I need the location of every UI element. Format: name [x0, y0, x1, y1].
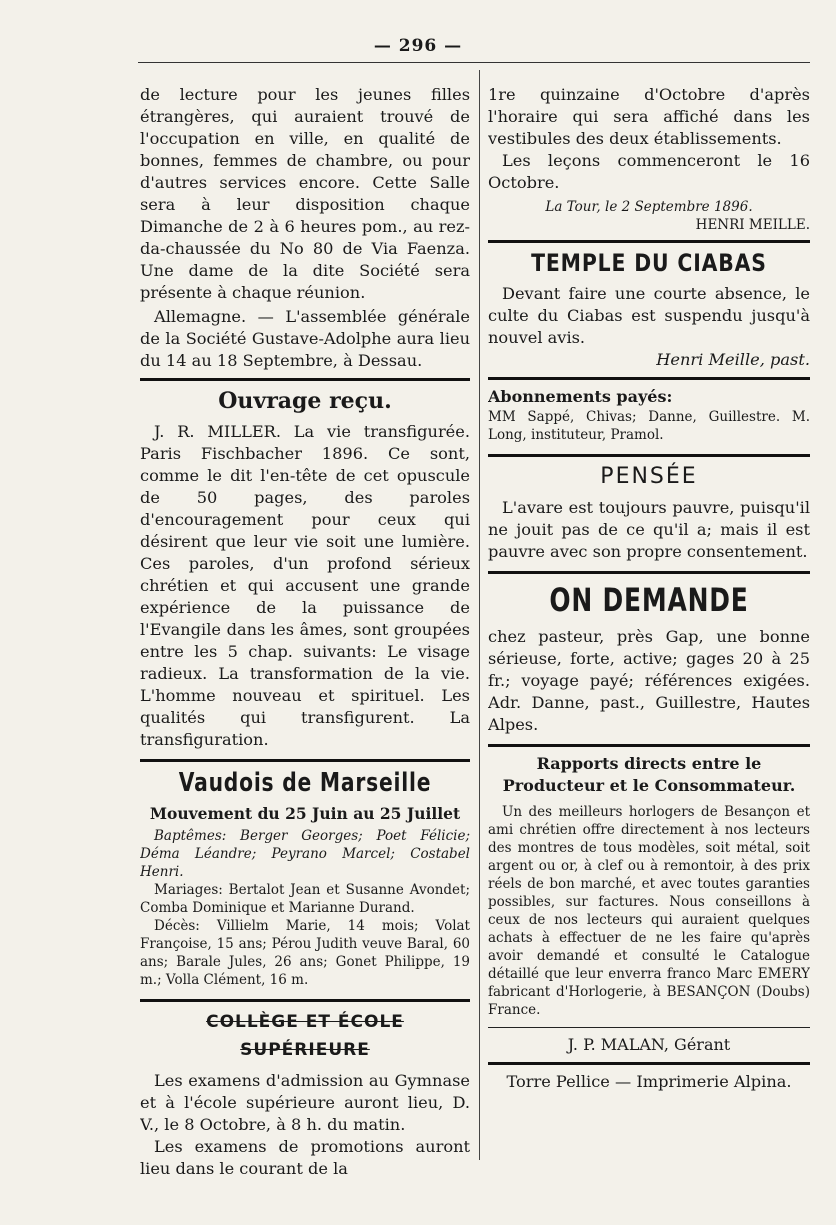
ouvrage-title: Ouvrage reçu. — [218, 388, 392, 414]
deces-entry: Décès: Villielm Marie, 14 mois; Volat Françoise, 15 ans; Pérou Judith veuve Baral, 60 ans; Barale Jules, 26 ans; Gonet Philippe, 19 m.; Volla Clément, 16 m. — [140, 918, 470, 988]
abonnements-body: MM Sappé, Chivas; Danne, Guillestre. M. Long, instituteur, Pramol. — [488, 409, 810, 443]
college-title: COLLÈGE ET ÉCOLE SUPÉRIEURE — [206, 1012, 404, 1060]
continuation-paragraph: 1re quinzaine d'Octobre d'après l'horaire qui sera affiché dans les vestibules des deux établissements. — [488, 85, 810, 148]
vaudois-subtitle: Mouvement du 25 Juin au 25 Juillet — [149, 804, 461, 823]
imprimerie-line: Torre Pellice — Imprimerie Alpina. — [506, 1072, 792, 1091]
temple-title: TEMPLE DU CIABAS — [531, 249, 767, 277]
pensee-title: PENSÉE — [600, 464, 698, 489]
section-rule — [488, 377, 810, 380]
lecons-paragraph: Les leçons commenceront le 16 Octobre. — [488, 151, 810, 192]
section-rule — [488, 571, 810, 574]
signature: HENRI MEILLE. — [695, 217, 810, 233]
section-rule — [140, 378, 470, 381]
right-column — [488, 84, 810, 1093]
section-rule — [488, 240, 810, 243]
intro-paragraph: de lecture pour les jeunes filles étrangères, qui auraient trouvé de l'occupation en ville, en qualité de bonnes, femmes de chambre, ou pour d'autres services encore. Cette Salle sera à leur disposition chaque Dimanche de 2 à 6 heures pom., au rez-da-chaussée du No 80 de Via Faenza. Une dame de la dite Société sera présente à chaque réunion. — [140, 85, 470, 302]
abonnements-title: Abonnements payés: — [488, 387, 673, 406]
column-divider — [479, 70, 480, 1160]
gerant-line: J. P. MALAN, Gérant — [567, 1035, 731, 1054]
section-rule — [140, 999, 470, 1002]
section-rule — [488, 744, 810, 747]
rapports-title: Rapports directs entre le Producteur et le Consommateur. — [502, 754, 796, 795]
ouvrage-body: J. R. MILLER. La vie transfigurée. Paris Fischbacher 1896. Ce sont, comme le dit l'en-tête de cet opuscule de 50 pages, des paroles d'encouragement pour ceux qui désirent que leur vie soit une lumière. Ces paroles, d'un profond sérieux chrétien et qui accusent une grande expérience de la puissance de l'Evangile dans les âmes, sont groupées entre les 5 chap. suivants: Le visage radieux. La transformation de la vie. L'homme nouveau et spirituel. Les qualités qui transfigurent. La transfiguration. — [140, 422, 470, 749]
section-rule — [488, 454, 810, 457]
section-rule — [488, 1062, 810, 1065]
section-rule — [488, 1027, 810, 1028]
allemagne-paragraph: Allemagne. — L'assemblée générale de la Société Gustave-Adolphe aura lieu du 14 au 18 Septembre, à Dessau. — [140, 307, 470, 370]
page-number: — 296 — — [373, 36, 463, 56]
college-paragraph-2: Les examens de promotions auront lieu dans le courant de la — [140, 1137, 470, 1178]
temple-body: Devant faire une courte absence, le culte du Ciabas est suspendu jusqu'à nouvel avis. — [488, 284, 810, 347]
mariages-entry: Mariages: Bertalot Jean et Susanne Avondet; Comba Dominique et Marianne Durand. — [140, 882, 470, 916]
college-paragraph-1: Les examens d'admission au Gymnase et à l'école supérieure auront lieu, D. V., le 8 Octobre, à 8 h. du matin. — [140, 1071, 470, 1134]
top-rule — [138, 62, 810, 63]
vaudois-title: Vaudois de Marseille — [178, 768, 432, 798]
pensee-body: L'avare est toujours pauvre, puisqu'il ne jouit pas de ce qu'il a; mais il est pauvre avec son propre consentement. — [488, 498, 810, 561]
demande-body: chez pasteur, près Gap, une bonne sérieuse, forte, active; gages 20 à 25 fr.; voyage payé; références exigées. Adr. Danne, past., Guillestre, Hautes Alpes. — [488, 627, 810, 734]
left-column — [140, 84, 470, 1180]
temple-signature: Henri Meille, past. — [656, 350, 810, 369]
baptemes-entry: Baptêmes: Berger Georges; Poet Félicie; Déma Léandre; Peyrano Marcel; Costabel Henri. — [140, 828, 470, 880]
section-rule — [140, 759, 470, 762]
demande-title: ON DEMANDE — [549, 581, 749, 619]
date-line: La Tour, le 2 Septembre 1896. — [545, 199, 753, 215]
rapports-body: Un des meilleurs horlogers de Besançon et ami chrétien offre directement à nos lecteurs des montres de tous modèles, soit métal, soit argent ou or, à clef ou à remontoir, à des prix réels de bon marché, et avec toutes garanties possibles, sur factures. Nous conseillons à ceux de nos lecteurs qui auraient quelques achats à effectuer de ne les faire qu'après avoir demandé et consulté le Catalogue détaillé que leur enverra franco Marc EMERY fabricant d'Horlogerie, à BESANÇON (Doubs) France. — [488, 804, 810, 1018]
